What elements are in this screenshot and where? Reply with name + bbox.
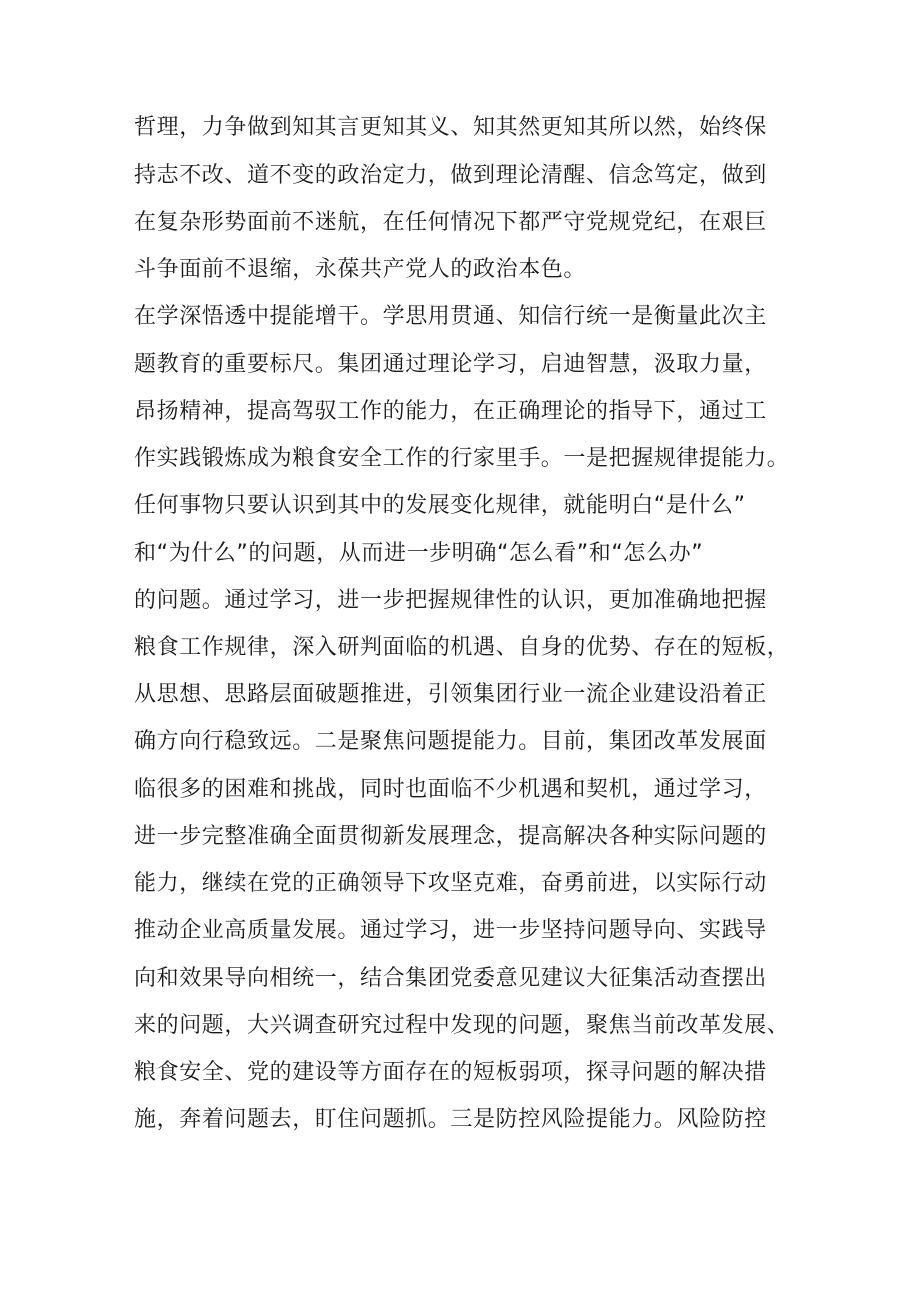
text-line: 作实践锻炼成为粮食安全工作的行家里手。一是把握规律提能力。 xyxy=(134,446,790,471)
text-line: 的问题。通过学习，进一步把握规律性的认识，更加准确地把握 xyxy=(134,588,767,613)
text-line: 在学深悟透中提能增干。学思用贯通、知信行统一是衡量此次主 xyxy=(134,304,767,329)
text-line: 在复杂形势面前不迷航，在任何情况下都严守党规党纪，在艰巨 xyxy=(134,210,767,235)
text-line: 来的问题，大兴调查研究过程中发现的问题，聚焦当前改革发展、 xyxy=(134,1013,790,1038)
text-line: 题教育的重要标尺。集团通过理论学习，启迪智慧，汲取力量， xyxy=(134,352,767,377)
text-line: 和“为什么”的问题，从而进一步明确“怎么看”和“怎么办” xyxy=(134,541,704,566)
text-line: 进一步完整准确全面贯彻新发展理念，提高解决各种实际问题的 xyxy=(134,824,767,849)
text-line: 任何事物只要认识到其中的发展变化规律，就能明白“是什么” xyxy=(134,493,746,518)
text-line: 向和效果导向相统一，结合集团党委意见建议大征集活动查摆出 xyxy=(134,966,767,991)
text-line: 斗争面前不退缩，永葆共产党人的政治本色。 xyxy=(134,257,587,282)
text-line: 施，奔着问题去，盯住问题抓。三是防控风险提能力。风险防控 xyxy=(134,1107,767,1132)
text-line: 粮食安全、党的建设等方面存在的短板弱项，探寻问题的解决措 xyxy=(134,1060,767,1085)
text-line: 能力，继续在党的正确领导下攻坚克难，奋勇前进，以实际行动 xyxy=(134,871,767,896)
text-line: 哲理，力争做到知其言更知其义、知其然更知其所以然，始终保 xyxy=(134,115,767,140)
text-line: 从思想、思路层面破题推进，引领集团行业一流企业建设沿着正 xyxy=(134,682,767,707)
text-line: 粮食工作规律，深入研判面临的机遇、自身的优势、存在的短板， xyxy=(134,635,790,660)
text-line: 推动企业高质量发展。通过学习，进一步坚持问题导向、实践导 xyxy=(134,918,767,943)
text-line: 持志不改、道不变的政治定力，做到理论清醒、信念笃定，做到 xyxy=(134,163,767,188)
text-line: 临很多的困难和挑战，同时也面临不少机遇和契机，通过学习， xyxy=(134,777,767,802)
text-line: 确方向行稳致远。二是聚焦问题提能力。目前，集团改革发展面 xyxy=(134,729,767,754)
text-line: 昂扬精神，提高驾驭工作的能力，在正确理论的指导下，通过工 xyxy=(134,399,767,424)
